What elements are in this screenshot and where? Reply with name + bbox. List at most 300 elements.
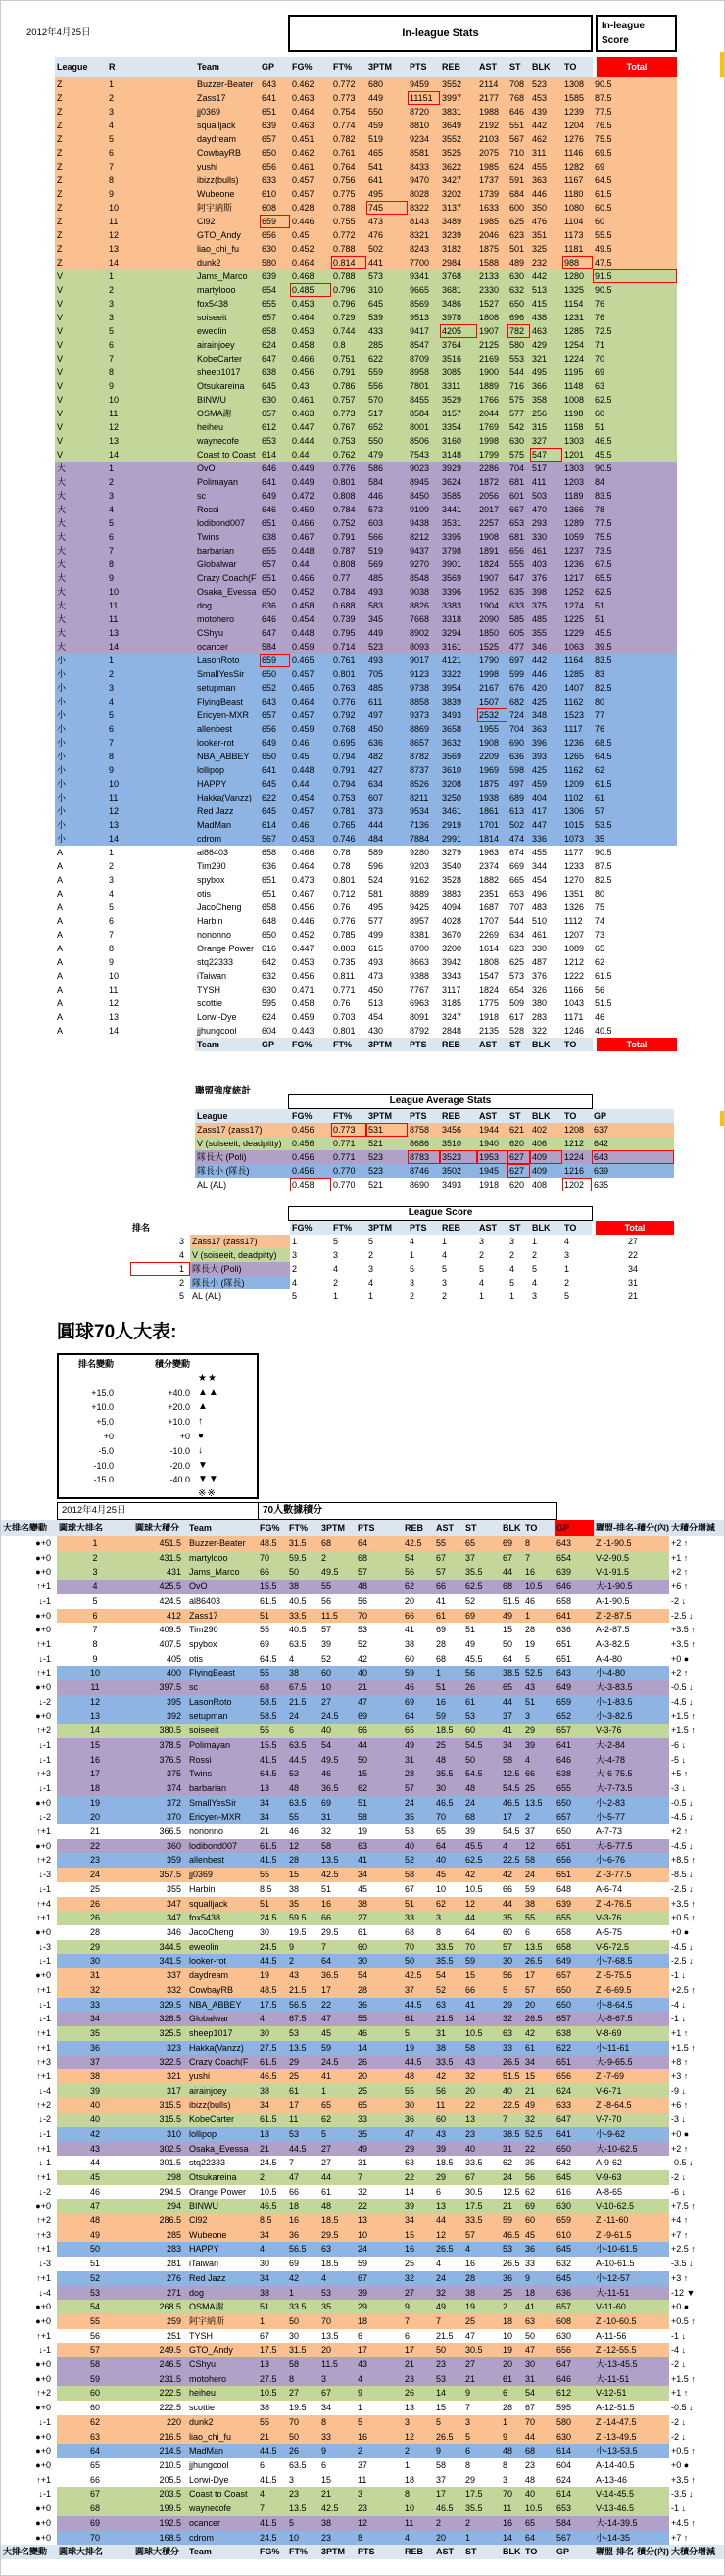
cell: 0.782 — [331, 132, 366, 146]
team-cell: Osaka_Evessa — [187, 2142, 258, 2157]
table-row — [1, 2430, 725, 2445]
team-cell: Cl92 — [187, 2213, 258, 2228]
cell: 42 — [501, 1868, 523, 1882]
table-row — [1, 1637, 725, 1652]
cell: 0.753 — [331, 434, 366, 448]
cell: 68 — [434, 1652, 463, 1667]
team-cell: SmallYesSir — [195, 667, 260, 681]
cell: 8321 — [408, 228, 440, 242]
cell — [120, 1372, 196, 1386]
team-cell: CowbayRB — [187, 1983, 258, 1998]
table-row — [1, 2199, 725, 2213]
column-header: 圓球大積分 — [133, 1520, 187, 1536]
table-row — [195, 1178, 674, 1191]
cell: 0.795 — [331, 626, 366, 640]
cell: 1 — [107, 269, 195, 283]
cell: 604 — [555, 2458, 594, 2473]
cell: 0.756 — [331, 173, 366, 187]
cell: 0.458 — [290, 996, 331, 1010]
cell: ↑+2 — [36, 2388, 51, 2399]
cell: 22 — [463, 2098, 501, 2113]
team-cell: cdrom — [195, 832, 260, 846]
cell: 小-12-57 — [594, 2271, 669, 2286]
cell: 10 — [107, 777, 195, 791]
cell: 28 — [501, 2401, 523, 2415]
cell: 69.5 — [593, 146, 677, 160]
cell: 1790 — [477, 654, 508, 667]
cell: 53 — [403, 1824, 434, 1839]
cell: 1089 — [562, 942, 593, 955]
cell: 45.5 — [463, 1652, 501, 1667]
cell: 64.5 — [593, 750, 677, 763]
cell: 10 — [107, 969, 195, 983]
cell: 0.453 — [290, 955, 331, 969]
cell: 67 — [523, 2401, 555, 2415]
team-cell: motohero — [195, 612, 260, 626]
cell: 87.5 — [593, 91, 677, 105]
cell: 4 — [410, 1237, 415, 1246]
cell: 54 — [523, 2386, 555, 2401]
cell: 2017 — [477, 503, 508, 516]
cell: 1 — [107, 846, 195, 859]
cell: ●+0 — [35, 2446, 51, 2456]
cell: 657 — [555, 2012, 594, 2026]
cell: 24 — [523, 1868, 555, 1882]
team-cell: squalljack — [187, 1897, 258, 1912]
cell: 285 — [366, 338, 408, 352]
cell: 17.5 — [463, 2487, 501, 2502]
cell: 66 — [356, 1724, 403, 1738]
cell: A — [55, 914, 107, 928]
cell: 30.5 — [463, 2185, 501, 2200]
cell: 62.5 — [593, 393, 677, 407]
cell: 8826 — [408, 599, 440, 612]
cell: 1280 — [562, 269, 593, 283]
column-header: 大積分增減 — [669, 2545, 725, 2559]
cell: 6 — [287, 1724, 319, 1738]
cell: 35 — [57, 2026, 133, 2041]
cell: -3 ↓ — [671, 1782, 687, 1793]
cell: 656 — [260, 722, 290, 736]
cell: 17.5 — [258, 1998, 287, 2013]
team-cell: waynecofe — [187, 2502, 258, 2516]
column-header: 3PTM — [366, 57, 408, 77]
cell: ↑+1 — [36, 2171, 51, 2182]
cell: 493 — [366, 654, 408, 667]
cell: 27 — [319, 2156, 356, 2170]
cell: 3831 — [440, 105, 477, 119]
cell: 48 — [319, 2199, 356, 2213]
cell: 55 — [287, 1810, 319, 1824]
column-header: Team — [195, 1038, 260, 1051]
cell: 0.448 — [290, 626, 331, 640]
cell: 55 — [356, 2012, 403, 2026]
cell: 54 — [403, 1551, 434, 1566]
cell: 431 — [133, 1565, 187, 1580]
cell: 3202 — [440, 187, 477, 201]
team-cell: setupman — [187, 1709, 258, 1724]
cell: 0.456 — [290, 1123, 331, 1137]
cell: 650 — [555, 2142, 594, 2157]
cell: -40.0 — [169, 1475, 190, 1485]
team-cell: Wubeone — [195, 187, 260, 201]
cell: Z -13-49.5 — [594, 2430, 669, 2445]
cell: A — [55, 846, 107, 859]
cell: 650 — [508, 297, 530, 311]
cell: 36.5 — [319, 1781, 356, 1796]
table-row — [55, 146, 677, 160]
team-cell: Twins — [195, 530, 260, 544]
cell: 610 — [260, 187, 290, 201]
cell: 70 — [434, 1810, 463, 1824]
cell: 小 — [55, 763, 107, 777]
cell: 2046 — [477, 228, 508, 242]
cell: 689 — [508, 791, 530, 804]
cell: 1015 — [562, 818, 593, 832]
cell: 3157 — [440, 407, 477, 420]
cell: 648 — [555, 1882, 594, 1897]
cell: 9388 — [408, 969, 440, 983]
cell: 1276 — [562, 132, 593, 146]
cell: 1953 — [477, 1150, 508, 1164]
cell: 65 — [356, 2098, 403, 2113]
cell: -0.5 ↓ — [671, 2403, 694, 2413]
cell: 47 — [287, 2170, 319, 2185]
cell: 18.5 — [434, 2156, 463, 2170]
cell: -2 ↓ — [671, 1595, 687, 1606]
cell: 3 — [509, 1237, 515, 1246]
cell: 454 — [530, 873, 562, 887]
team-cell: al86403 — [187, 1594, 258, 1609]
cell: 90.5 — [593, 283, 677, 297]
cell: +20.0 — [168, 1402, 190, 1413]
cell: 4 — [479, 1278, 485, 1288]
cell: 497 — [366, 708, 408, 722]
cell: 64 — [523, 2531, 555, 2546]
cell: 13 — [434, 2199, 463, 2213]
team-cell: otis — [187, 1652, 258, 1667]
team-cell: otis — [195, 887, 260, 900]
cell: 3208 — [440, 777, 477, 791]
cell: 5 — [532, 1264, 538, 1274]
cell: 216.5 — [133, 2430, 187, 2445]
cell: 8547 — [408, 338, 440, 352]
table-row — [55, 379, 677, 393]
cell: 46.5 — [593, 434, 677, 448]
cell: 90.5 — [593, 77, 677, 91]
cell: 53 — [287, 2026, 319, 2041]
team-cell: setupman — [195, 681, 260, 695]
column-header: ST — [508, 1038, 530, 1051]
cell: 473 — [366, 215, 408, 228]
cell: 586 — [366, 462, 408, 475]
cell: 30 — [287, 2329, 319, 2344]
cell: 397.5 — [133, 1680, 187, 1695]
cell: 69 — [463, 1609, 501, 1624]
cell: 38 — [258, 2286, 287, 2301]
team-cell: squalljack — [195, 119, 260, 132]
cell: 13.5 — [287, 2502, 319, 2516]
cell: 6 — [107, 530, 195, 544]
cell: 199.5 — [133, 2502, 187, 2516]
cell: 20 — [434, 2531, 463, 2546]
team-cell: Polimayan — [195, 475, 260, 489]
cell: 13 — [107, 626, 195, 640]
legend-symbol: ↓ — [198, 1444, 204, 1456]
cell: 696 — [508, 311, 530, 324]
table-row — [1, 1709, 725, 1724]
cell: A-6-74 — [594, 1882, 669, 1897]
cell: 653 — [508, 516, 530, 530]
cell: 659 — [555, 2213, 594, 2228]
cell: 0.772 — [331, 228, 366, 242]
cell: 636 — [260, 859, 290, 873]
cell: 小-3-82.5 — [594, 1709, 669, 1724]
legend-box — [57, 1353, 259, 1499]
cell: 9 — [501, 2430, 523, 2445]
cell: ●+0 — [35, 2315, 51, 2326]
cell: 1938 — [477, 791, 508, 804]
cell: 41.5 — [258, 2516, 287, 2531]
team-cell: barbarian — [195, 544, 260, 558]
cell: 652 — [366, 420, 408, 434]
cell: 大-8-67.5 — [594, 2012, 669, 2026]
cell: 8869 — [408, 722, 440, 736]
cell: 648 — [260, 914, 290, 928]
cell: 2 — [434, 2516, 463, 2531]
team-cell: Red Jazz — [195, 804, 260, 818]
cell: 70 — [57, 2531, 133, 2546]
cell: 6 — [107, 338, 195, 352]
cell: 70 — [287, 2415, 319, 2430]
column-header: REB — [403, 1520, 434, 1536]
cell: 0.808 — [331, 558, 366, 571]
cell: 9038 — [408, 585, 440, 599]
cell: 1207 — [562, 928, 593, 942]
column-header: 聯盟-排名-積分(內) — [594, 1520, 669, 1536]
cell: 9017 — [408, 654, 440, 667]
cell: 10 — [403, 2502, 434, 2516]
cell: 2984 — [440, 256, 477, 269]
cell: 34 — [356, 1868, 403, 1882]
cell: 646 — [260, 462, 290, 475]
table-row — [1, 1623, 725, 1637]
cell: +40.0 — [168, 1387, 190, 1398]
column-header: REB — [440, 1038, 477, 1051]
cell: 620 — [508, 1137, 530, 1150]
cell: 0.776 — [331, 914, 366, 928]
cell: 0.444 — [290, 434, 331, 448]
column-header: GP — [592, 1109, 674, 1123]
cell: 67.5 — [593, 558, 677, 571]
cell: 1 — [410, 1250, 415, 1260]
cell: 64 — [463, 1925, 501, 1940]
table-row — [55, 832, 677, 846]
team-cell: airainjoey — [187, 2084, 258, 2099]
cell: 8 — [107, 558, 195, 571]
cell: ↓-3 — [38, 2259, 51, 2269]
cell: ↓-1 — [38, 2128, 51, 2139]
column-header: FG% — [258, 2545, 287, 2559]
table-row — [55, 475, 677, 489]
cell: 614 — [260, 818, 290, 832]
cell: 1208 — [562, 1123, 592, 1137]
cell: 485 — [366, 681, 408, 695]
cell: ●+0 — [35, 1926, 51, 1937]
cell: 657 — [260, 708, 290, 722]
cell: 630 — [508, 269, 530, 283]
cell: 40 — [523, 2487, 555, 2502]
cell: 461 — [530, 928, 562, 942]
team-cell: daydream — [187, 1968, 258, 1983]
cell: 小-2-83 — [594, 1796, 669, 1811]
cell: 61 — [523, 2041, 555, 2056]
cell: 2 — [107, 283, 195, 297]
cell: 3529 — [440, 393, 477, 407]
cell: 7767 — [408, 983, 440, 996]
cell: 19 — [57, 1796, 133, 1811]
cell: 519 — [366, 544, 408, 558]
cell: 2 — [403, 2444, 434, 2458]
cell: 75 — [593, 900, 677, 914]
cell: 495 — [530, 365, 562, 379]
column-header: AST — [477, 1221, 508, 1235]
cell: 31.5 — [287, 1536, 319, 1551]
cell: 16 — [523, 1565, 555, 1580]
cell: ↑+1 — [36, 1984, 51, 1995]
table-row — [55, 324, 677, 338]
cell: 636 — [260, 599, 290, 612]
cell: 650 — [555, 1796, 594, 1811]
cell: 53 — [434, 2372, 463, 2387]
cell: 8143 — [408, 215, 440, 228]
cell: 0.453 — [290, 297, 331, 311]
cell: -4 ↓ — [671, 2345, 687, 2356]
cell: 7 — [107, 352, 195, 365]
cell: 38 — [258, 2401, 287, 2415]
cell: 4 — [368, 1278, 374, 1288]
cell: 607 — [366, 791, 408, 804]
cell: 1202 — [562, 1178, 592, 1191]
cell: 16 — [319, 1897, 356, 1912]
cell: 56 — [403, 1565, 434, 1580]
cell: 360 — [133, 1839, 187, 1854]
cell: 643 — [592, 1150, 674, 1164]
team-cell: NBA_ABBEY — [187, 1998, 258, 2013]
cell: 41 — [463, 1998, 501, 2013]
cell: 1861 — [477, 804, 508, 818]
cell: 674 — [508, 846, 530, 859]
cell: 1285 — [562, 667, 593, 681]
cell: 17 — [356, 2343, 403, 2357]
table-row — [55, 269, 677, 283]
cell: 651 — [260, 571, 290, 585]
cell: 465 — [366, 146, 408, 160]
cell: 17 — [287, 2098, 319, 2113]
cell: 653 — [260, 434, 290, 448]
table-row — [1, 2458, 725, 2473]
cell: 42 — [356, 1652, 403, 1667]
cell: 46 — [287, 1824, 319, 1839]
cell: 26.5 — [434, 2430, 463, 2445]
cell: 550 — [366, 105, 408, 119]
column-header: ST — [463, 1520, 501, 1536]
cell: 51 — [403, 1897, 434, 1912]
cell: 3632 — [440, 736, 477, 750]
cell: 634 — [508, 928, 530, 942]
cell: 76 — [593, 722, 677, 736]
cell: 9438 — [408, 516, 440, 530]
table-row — [55, 228, 677, 242]
cell: 0.773 — [331, 407, 366, 420]
cell: 36 — [501, 2271, 523, 2286]
cell: 27.5 — [258, 2041, 287, 2056]
column-header: Team — [187, 1520, 258, 1536]
cell: 3670 — [440, 928, 477, 942]
cell: 8758 — [408, 1123, 440, 1137]
cell: A — [55, 969, 107, 983]
cell: 1237 — [562, 544, 593, 558]
cell: 639 — [260, 119, 290, 132]
cell: 0.485 — [290, 283, 331, 297]
cell: ↑+1 — [36, 2071, 51, 2082]
cell: -2 ↓ — [671, 2431, 687, 2442]
cell: 38 — [356, 1897, 403, 1912]
cell: Z — [55, 146, 107, 160]
cell: 10.5 — [523, 1580, 555, 1594]
cell: 1204 — [562, 119, 593, 132]
cell: +0.5 ↑ — [671, 2446, 696, 2456]
cell: 30 — [356, 1954, 403, 1968]
cell: +2.5 ↑ — [671, 2244, 696, 2255]
cell: A-3-82.5 — [594, 1637, 669, 1652]
column-header: GP — [260, 57, 290, 77]
cell: 43 — [463, 2055, 501, 2069]
player-rankings-table — [1, 1520, 725, 2559]
column-header: TO — [562, 57, 593, 77]
cell: 10.5 — [258, 2185, 287, 2200]
cell: 4 — [333, 1264, 339, 1274]
cell: 7 — [463, 2401, 501, 2415]
cell: 61.5 — [593, 969, 677, 983]
cell: 8 — [319, 2415, 356, 2430]
cell: 612 — [260, 420, 290, 434]
cell: 52.5 — [523, 1666, 555, 1680]
cell: 357.5 — [133, 1868, 187, 1882]
cell: 479 — [366, 448, 408, 462]
cell: 624 — [260, 1010, 290, 1024]
cell: 34 — [258, 2098, 287, 2113]
cell: 2330 — [477, 283, 508, 297]
cell: 657 — [260, 558, 290, 571]
cell: 634 — [366, 777, 408, 791]
cell: 513 — [366, 996, 408, 1010]
cell: -0.5 ↓ — [671, 1682, 694, 1693]
cell: 8381 — [408, 928, 440, 942]
cell: 630 — [508, 434, 530, 448]
cell: 小 — [55, 681, 107, 695]
column-header: 3PTM — [366, 1221, 408, 1235]
cell: -10.0 — [169, 1445, 190, 1456]
cell: 0.45 — [290, 228, 331, 242]
cell: 48 — [403, 2069, 434, 2084]
table-row — [55, 750, 677, 763]
cell: ↑+3 — [36, 1769, 51, 1779]
cell: 61 — [287, 2084, 319, 2099]
cell: 0.791 — [331, 365, 366, 379]
cell: +4 ↑ — [671, 2215, 689, 2226]
cell: 大 — [55, 503, 107, 516]
